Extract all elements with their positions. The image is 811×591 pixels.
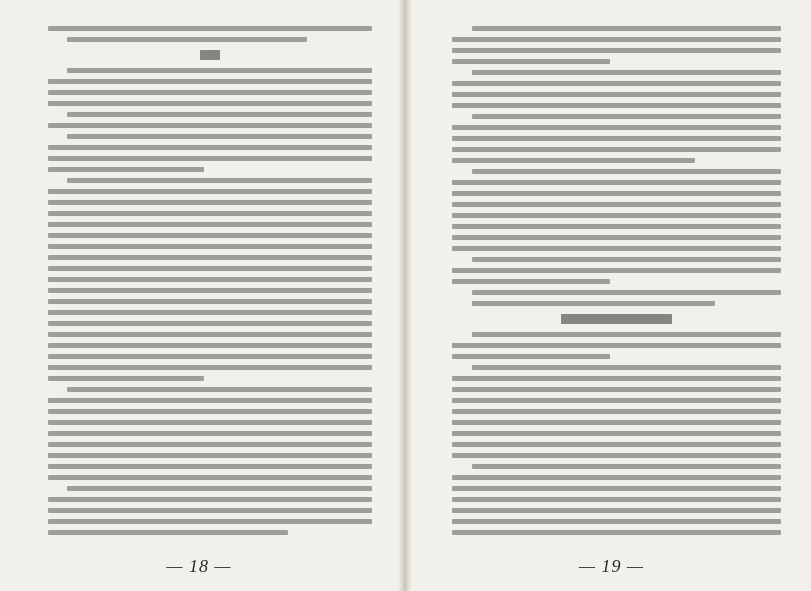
- text-line: [452, 519, 781, 524]
- text-line: [452, 442, 781, 447]
- text-line: [48, 233, 372, 238]
- text-line: [48, 123, 372, 128]
- text-line: [48, 475, 372, 480]
- text-line: [452, 59, 610, 64]
- text-line: [452, 268, 781, 273]
- text-line: [48, 530, 288, 535]
- left-page: [0, 0, 398, 591]
- text-line: [452, 279, 610, 284]
- text-line: [48, 354, 372, 359]
- text-line: [472, 301, 715, 306]
- text-line: [48, 255, 372, 260]
- text-line: [67, 486, 372, 491]
- text-line: [48, 277, 372, 282]
- text-line: [48, 453, 372, 458]
- text-line: [452, 530, 781, 535]
- text-line: [48, 299, 372, 304]
- text-line: [452, 48, 781, 53]
- text-line: [48, 167, 204, 172]
- text-line: [48, 189, 372, 194]
- text-line: [472, 365, 781, 370]
- page-number: — 19 —: [578, 556, 644, 576]
- text-line: [48, 266, 372, 271]
- text-line: [472, 290, 781, 295]
- text-line: [472, 70, 781, 75]
- text-line: [452, 475, 781, 480]
- text-line: [48, 79, 372, 84]
- text-line: [48, 420, 372, 425]
- text-line: [452, 431, 781, 436]
- text-line: [48, 26, 372, 31]
- text-line: [48, 101, 372, 106]
- text-line: [67, 112, 372, 117]
- right-text-column: [452, 26, 781, 535]
- text-line: [452, 180, 781, 185]
- text-line: [67, 178, 372, 183]
- text-line: [452, 453, 781, 458]
- text-line: [452, 235, 781, 240]
- text-line: [48, 332, 372, 337]
- text-line: [452, 224, 781, 229]
- text-line: [472, 257, 781, 262]
- text-line: [452, 213, 781, 218]
- text-line: [67, 37, 307, 42]
- text-line: [48, 442, 372, 447]
- text-line: [48, 211, 372, 216]
- text-line: [48, 310, 372, 315]
- text-line: [452, 202, 781, 207]
- text-line: [48, 343, 372, 348]
- text-line: [48, 244, 372, 249]
- text-line: [452, 81, 781, 86]
- text-line: [48, 156, 372, 161]
- text-line: [48, 464, 372, 469]
- text-line: [452, 103, 781, 108]
- text-line: [452, 147, 781, 152]
- text-line: [472, 26, 781, 31]
- text-line: [48, 365, 372, 370]
- text-line: [452, 125, 781, 130]
- right-page: [412, 0, 811, 591]
- text-line: [452, 387, 781, 392]
- book-gutter: [398, 0, 412, 591]
- text-line: [48, 398, 372, 403]
- text-line: [48, 508, 372, 513]
- text-line: [48, 90, 372, 95]
- text-line: [48, 409, 372, 414]
- section-heading: [200, 50, 219, 60]
- text-line: [48, 431, 372, 436]
- text-line: [472, 464, 781, 469]
- text-line: [452, 136, 781, 141]
- text-line: [452, 246, 781, 251]
- text-line: [452, 486, 781, 491]
- text-line: [452, 354, 610, 359]
- text-line: [452, 343, 781, 348]
- text-line: [452, 508, 781, 513]
- text-line: [452, 191, 781, 196]
- text-line: [67, 68, 372, 73]
- text-line: [48, 321, 372, 326]
- text-line: [67, 387, 372, 392]
- text-line: [452, 92, 781, 97]
- text-line: [472, 169, 781, 174]
- text-line: [48, 222, 372, 227]
- section-heading: [561, 314, 673, 324]
- text-line: [452, 497, 781, 502]
- text-line: [67, 134, 372, 139]
- text-line: [48, 519, 372, 524]
- text-line: [452, 158, 695, 163]
- text-line: [48, 497, 372, 502]
- text-line: [48, 376, 204, 381]
- left-text-column: [48, 26, 372, 535]
- text-line: [48, 288, 372, 293]
- text-line: [48, 200, 372, 205]
- text-line: [452, 376, 781, 381]
- text-line: [452, 409, 781, 414]
- text-line: [472, 332, 781, 337]
- page-number: — 18 —: [166, 556, 232, 576]
- text-line: [452, 420, 781, 425]
- text-line: [472, 114, 781, 119]
- text-line: [452, 37, 781, 42]
- text-line: [452, 398, 781, 403]
- text-line: [48, 145, 372, 150]
